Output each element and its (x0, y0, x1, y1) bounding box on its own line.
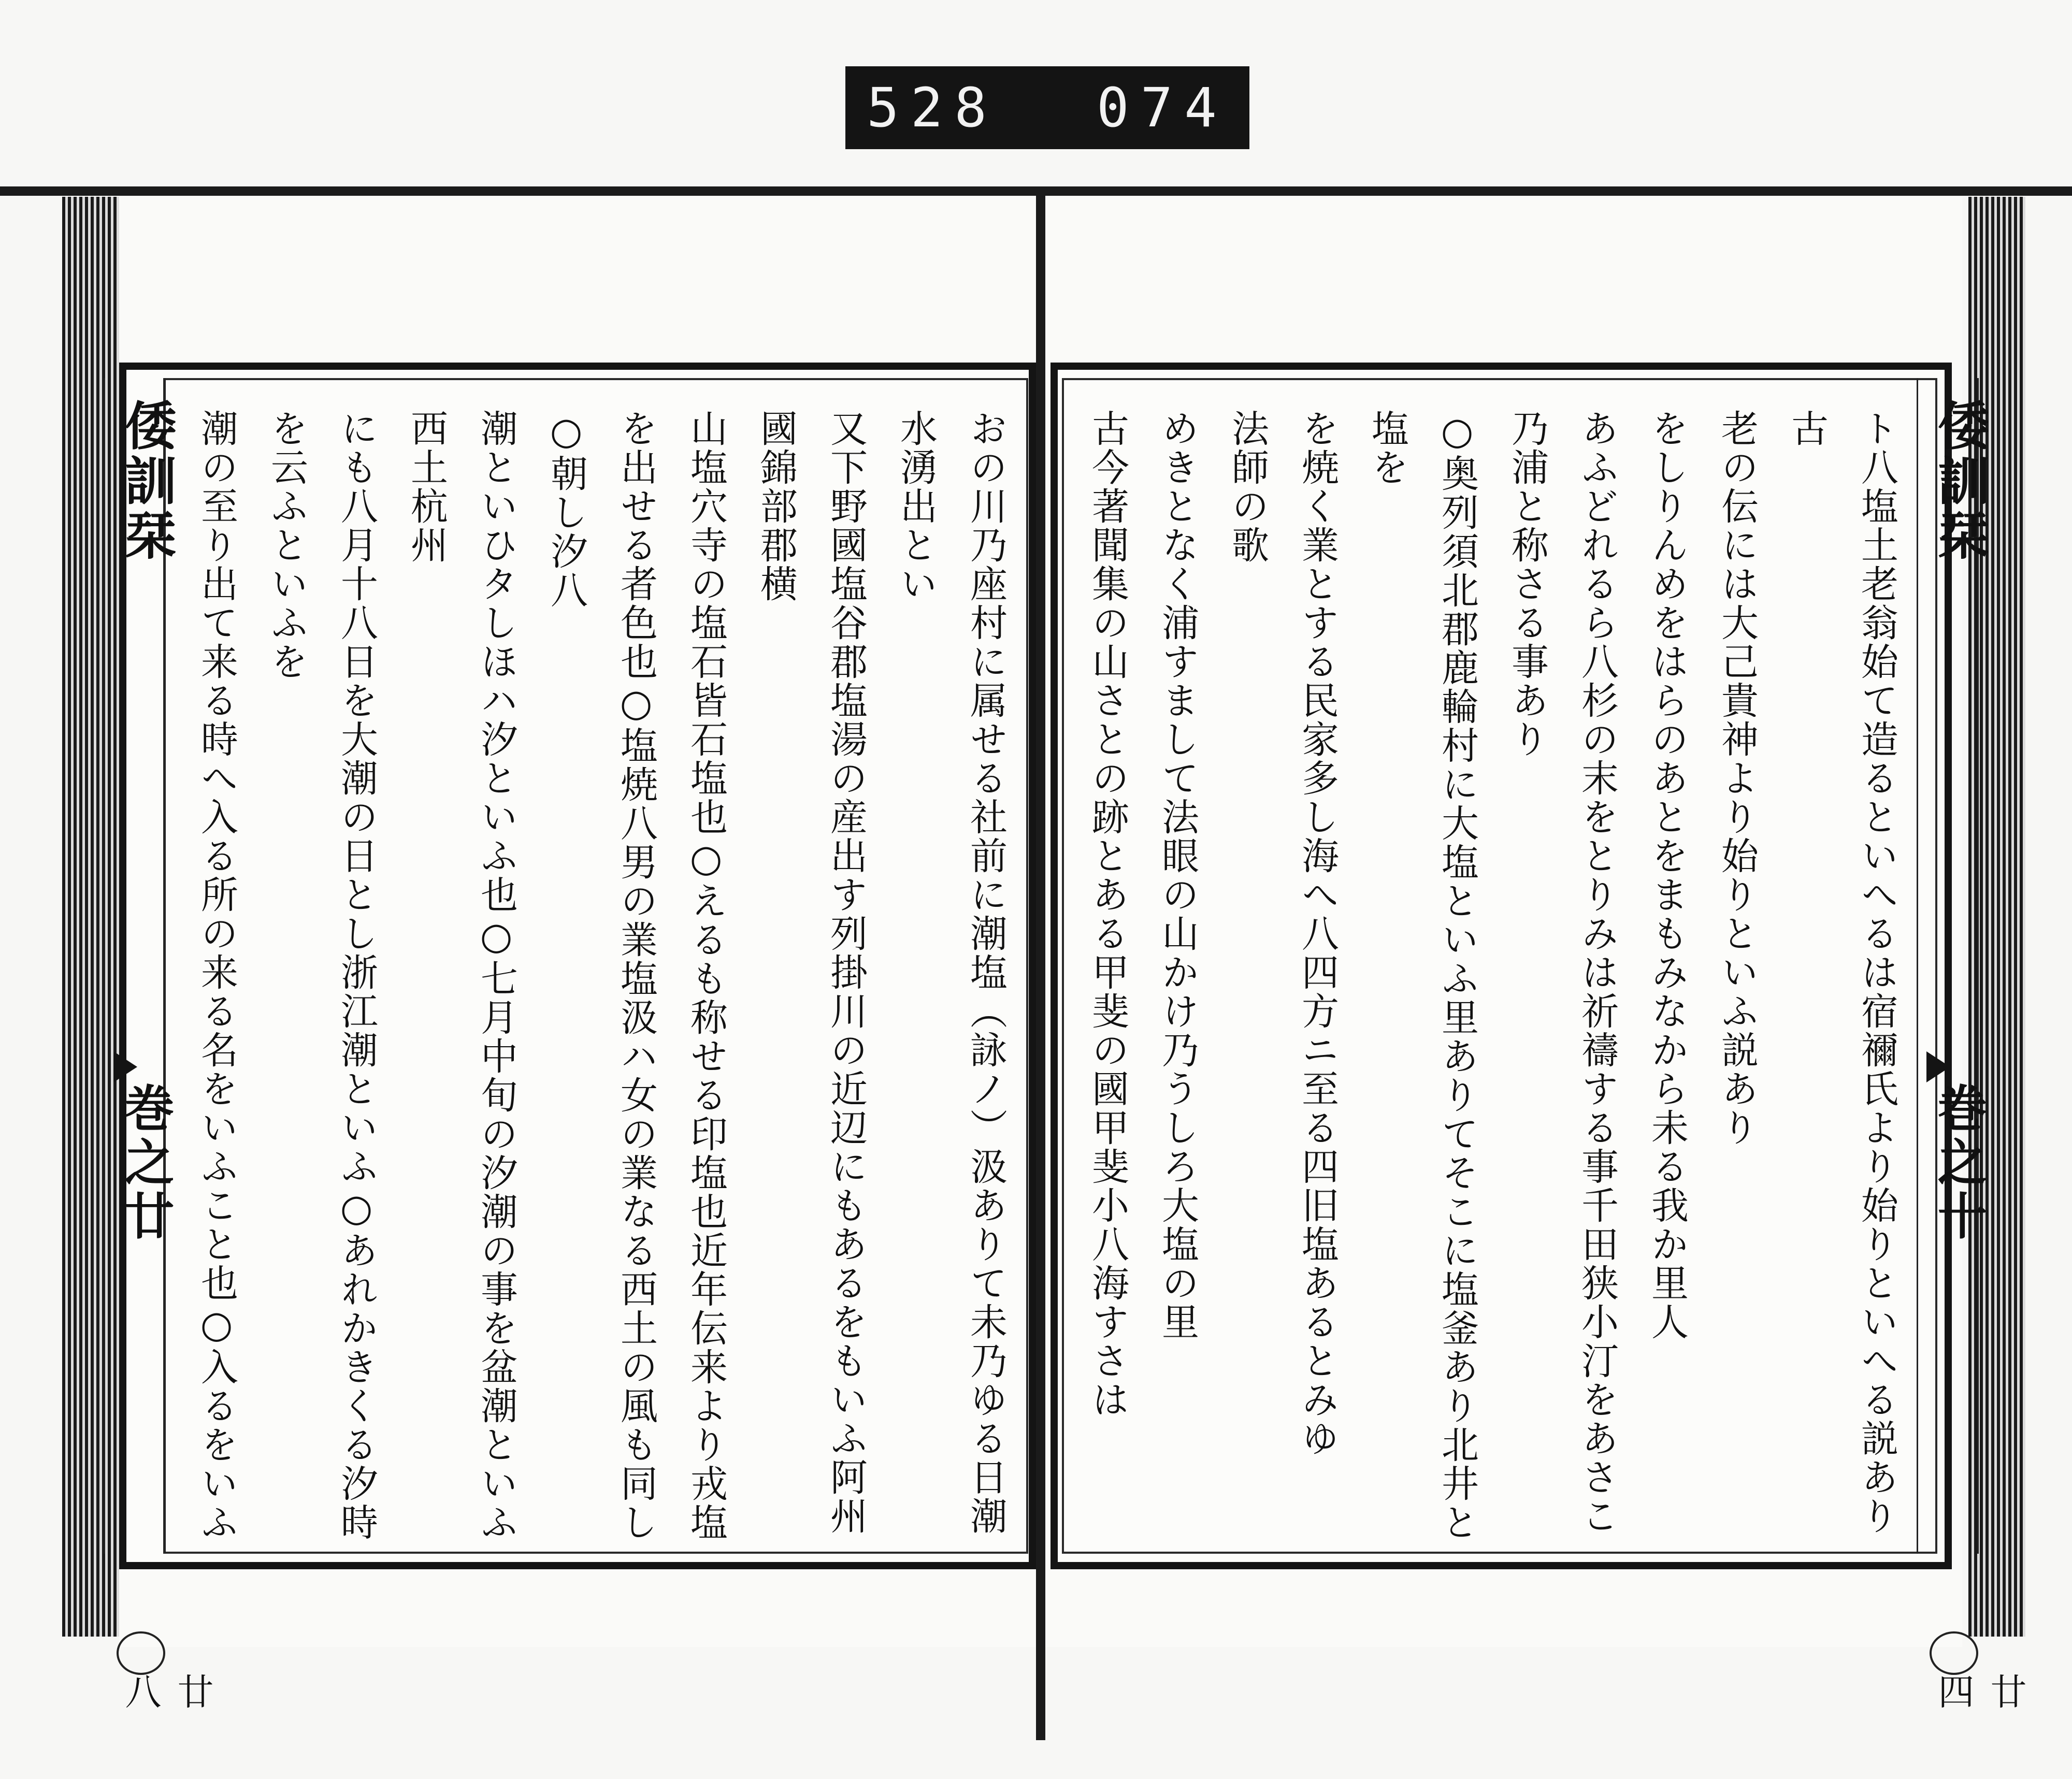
scan-label-right: 074 (1097, 76, 1228, 139)
text-line: めきとなく浦すまして法眼の山かけ乃うしろ大塩の里 (1156, 409, 1199, 1341)
text-line: を焼く業とする民家多し海へ八四方ニ至る四旧塩あるとみゆ (1296, 409, 1339, 1458)
text-line: 古今著聞集の山さとの跡とある甲斐の國甲斐小八海すさは (1086, 409, 1129, 1419)
fold-mark-icon (98, 1067, 152, 1074)
right-page-text (1072, 409, 1911, 1549)
right-hashira (1917, 378, 2027, 1709)
right-folio: 廿四 (1932, 1673, 2027, 1709)
text-line: あふどれるら八杉の末をとりみは祈禱する事千田狭小汀をあさこ乃浦と称さる事あり (1505, 409, 1619, 1536)
left-hashira-volume: 巻之廿 (117, 1082, 175, 1244)
text-line: ト八塩土老翁始て造るといへるは宿禰氏より始りといへる説あり古 (1785, 409, 1898, 1536)
fold-mark-icon (1911, 1067, 1965, 1074)
left-folio: 廿八 (119, 1673, 214, 1709)
left-page-text (171, 409, 1020, 1549)
text-line: 法師の歌 (1226, 409, 1269, 565)
text-line: 又下野國塩谷郡塩湯の産出す列掛川の近辺にもあるをもいふ阿州國錦部郡横 (754, 409, 868, 1536)
scan-label (845, 66, 1249, 149)
fold-circle-icon (117, 1631, 165, 1675)
text-line: をしりんめをはらのあとをまもみなから未る我か里人 (1645, 409, 1689, 1341)
text-line: 潮の至り出て来る時へ入る所の来る名をいふこと也○入るをいふ (195, 409, 238, 1542)
left-hashira (104, 378, 214, 1709)
right-hashira-volume: 巻之十 (1930, 1082, 1988, 1244)
text-line: を出せる者色也○塩焼八男の業塩汲ハ女の業なる西土の風も同し○朝し汐八 (544, 409, 658, 1542)
text-line: にも八月十八日を大潮の日とし浙江潮といふ○あれかきくる汐時を云ふといふを (265, 409, 378, 1542)
left-hashira-title: 倭訓栞 (116, 399, 177, 563)
text-line: ○奥列須北郡鹿輪村に大塩といふ里ありてそこに塩釜あり北井と塩を (1365, 409, 1479, 1542)
right-hashira-title: 倭訓栞 (1929, 399, 1990, 563)
text-line: おの川乃座村に属せる社前に潮塩（詠ノ）汲ありて未乃ゆる日潮水湧出とい (894, 409, 1008, 1536)
book-spine (1036, 192, 1045, 1740)
text-line: 潮といひタしほハ汐といふ也○七月中旬の汐潮の事を盆潮といふ西土杭州 (405, 409, 518, 1542)
scan-label-left: 528 (867, 76, 998, 139)
text-line: 老の伝には大己貴神より始りといふ説あり (1715, 409, 1759, 1147)
text-line: 山塩穴寺の塩石皆石塩也○えるも称せる印塩也近年伝来より戎塩 (684, 409, 728, 1542)
fold-circle-icon (1930, 1631, 1978, 1675)
